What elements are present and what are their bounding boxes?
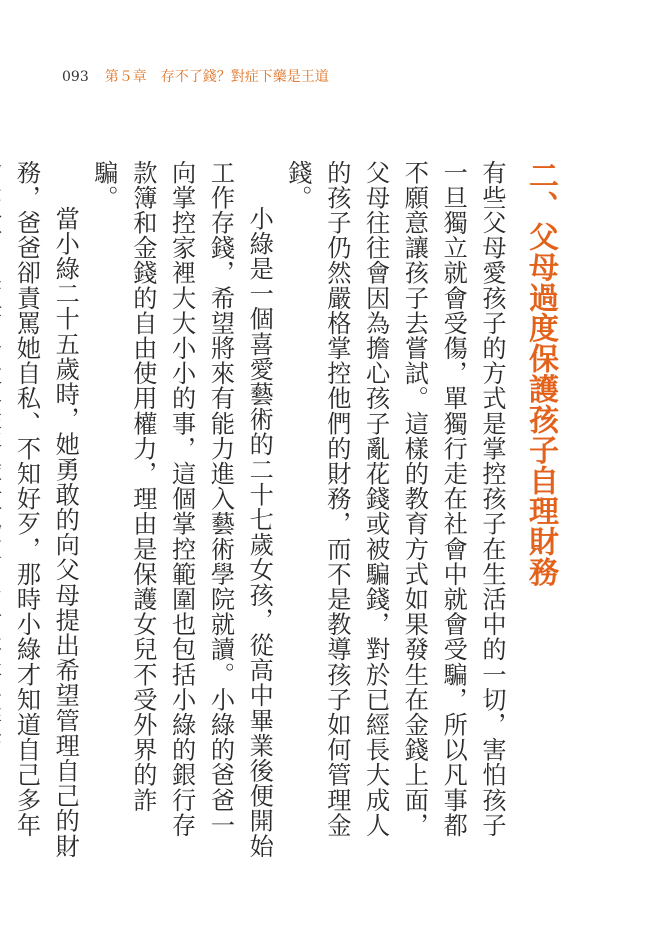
page-number: 093 bbox=[62, 69, 89, 85]
paragraph-1: 有些父母愛孩子的方式是掌控孩子在生活中的一切，害怕孩子一旦獨立就會受傷，單獨行走在社會中就會受騙，所以凡事都不願意讓孩子去嘗試。這樣的教育方式如果發生在金錢上面，父母往往會因為擔心孩子亂花錢或被騙錢，對於已經長大成人的孩子仍然嚴格掌控他們的財務，而不是教導孩子如何管理金錢。 bbox=[284, 160, 506, 838]
chapter-title: 第５章 存不了錢？對症下藥是王道 bbox=[104, 69, 329, 85]
paragraph-3: 當小綠二十五歲時，她勇敢的向父母提出希望管理自己的財務，爸爸卻責罵她自私、不知好歹，那時小綠才知道自己多年 bbox=[12, 160, 80, 859]
section-heading: 二、父母過度保護孩子自理財務 bbox=[523, 160, 558, 587]
paragraph-2: 小綠是一個喜愛藝術的二十七歲女孩，從高中畢業後便開始工作存錢，希望將來有能力進入藝術學院就讀。小綠的爸爸一向掌控家裡大大小小的事，這個掌控範圍也包括小綠的銀行存款簿和金錢的自由使用權力，理由是保護女兒不受外界的詐騙。 bbox=[90, 160, 274, 859]
body-text bbox=[0, 160, 511, 860]
running-header bbox=[62, 68, 329, 86]
